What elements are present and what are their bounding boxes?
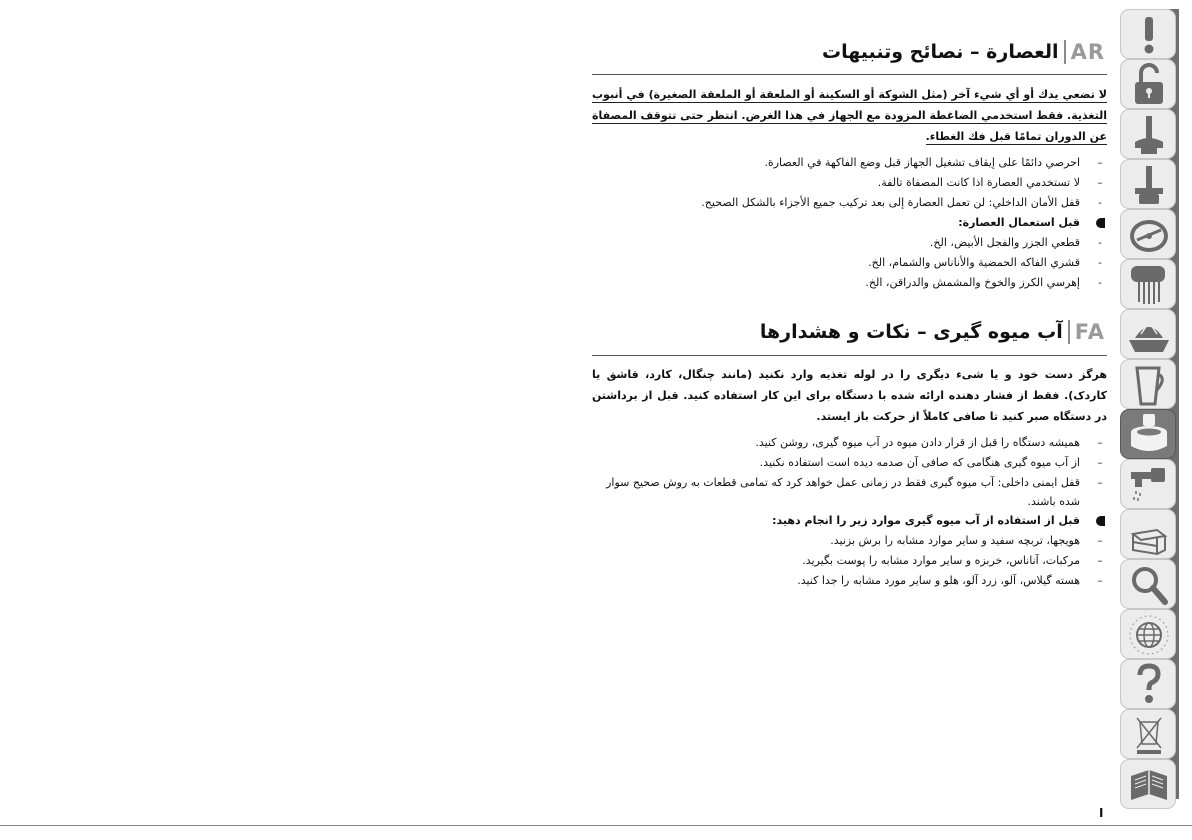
warning-text-ar: لا تضعي يدك أو أي شيء آخر (مثل الشوكة أو السكينة أو الملعقة أو الملعقة الصغيرة) في أنبوب التغذية. فقط استخدمي الضاغطة المزودة مع الجهاز في هذا الغرض. انتظر حتى تتوقف المصفاة عن الدوران تمامًا قبل فك الغطاء. <box>592 88 1107 143</box>
tab-blender-blade[interactable] <box>1120 109 1176 159</box>
dash-marker: - <box>1098 196 1102 209</box>
tab-juicer-active[interactable] <box>1120 409 1176 459</box>
blender-blade-icon <box>1121 110 1177 160</box>
list-item: – هویجها، تربچه سفید و سایر موارد مشابه را برش بزنید. <box>592 531 1107 551</box>
list-item: – همیشه دستگاه را قبل از قرار دادن میوه در آب میوه گیری، روشن کنید. <box>592 433 1107 453</box>
slicing-disc-icon <box>1121 210 1177 260</box>
list-item: – قفل ایمنی داخلی: آب میوه گیری فقط در زمانی عمل خواهد کرد که تمامی قطعات به روش صحیح سوار شده باشند. <box>592 473 1107 511</box>
footer-rule <box>0 825 1192 826</box>
section-rule-fa <box>592 355 1107 356</box>
language-code-ar: AR <box>1070 40 1105 64</box>
dash-marker: – <box>1097 554 1103 567</box>
heading-divider <box>1064 40 1066 64</box>
tab-manual[interactable] <box>1120 759 1176 809</box>
tab-storage[interactable] <box>1120 509 1176 559</box>
exclamation-icon <box>1121 10 1177 60</box>
language-code-fa: FA <box>1074 320 1105 344</box>
unlocked-padlock-icon <box>1121 60 1177 110</box>
list-item: – احرصي دائمًا على إيقاف تشغيل الجهاز قبل وضع الفاكهة في العصارة. <box>592 153 1107 173</box>
tab-warnings[interactable] <box>1120 9 1176 59</box>
recycle-bin-crossed-icon <box>1121 710 1177 760</box>
section-rule-ar <box>592 74 1107 75</box>
tab-kneading-hook[interactable] <box>1120 159 1176 209</box>
tab-troubleshooting[interactable] <box>1120 559 1176 609</box>
manual-book-icon <box>1121 760 1177 810</box>
tips-list-ar <box>592 153 1107 293</box>
dash-marker: – <box>1097 534 1103 547</box>
dash-marker: - <box>1098 276 1102 289</box>
list-item: - قفل الأمان الداخلي: لن تعمل العصارة إلى بعد تركيب جميع الأجزاء بالشكل الصحيح. <box>592 193 1107 213</box>
tab-whisk[interactable] <box>1120 259 1176 309</box>
list-item: - إهرسي الكرز والخوخ والمشمش والدراقن، الخ. <box>592 273 1107 293</box>
list-item: - قطعي الجزر والفجل الأبيض، الخ. <box>592 233 1107 253</box>
tab-jug[interactable] <box>1120 359 1176 409</box>
dash-marker: – <box>1097 574 1103 587</box>
dash-marker: – <box>1097 176 1103 189</box>
dash-marker: – <box>1097 156 1103 169</box>
magnifier-icon <box>1121 560 1177 610</box>
jug-icon <box>1121 360 1177 410</box>
warning-text-fa: هرگز دست خود و یا شیء دیگری را در لوله تغذیه وارد نکنید (مانند چنگال، کارد، قاشق یا کاردک). فقط از فشار دهنده ارائه شده با دستگاه برای این کار استفاده کنید. قبل از برداشتن در دستگاه صبر کنید تا صافی کاملاً از حرکت باز ایستد. <box>592 368 1107 423</box>
whisk-attachment-icon <box>1121 260 1177 310</box>
tab-help[interactable] <box>1120 659 1176 709</box>
list-item: – از آب میوه گیری هنگامی که صافی آن صدمه دیده است استفاده نکنید. <box>592 453 1107 473</box>
tab-safety[interactable] <box>1120 59 1176 109</box>
dash-marker: - <box>1098 256 1102 269</box>
bullet-icon <box>1096 218 1105 228</box>
tips-list-fa <box>592 433 1107 591</box>
tab-citrus-press[interactable] <box>1120 309 1176 359</box>
section-heading-ar <box>822 36 1105 68</box>
storage-box-icon <box>1121 510 1177 560</box>
list-item: – هسته گیلاس، آلو، زرد آلو، هلو و سایر مورد مشابه را جدا کنید. <box>592 571 1107 591</box>
tap-cleaning-icon <box>1121 460 1177 510</box>
tab-guarantee[interactable] <box>1120 609 1176 659</box>
tab-slicing-disc[interactable] <box>1120 209 1176 259</box>
section-title-ar: العصارة – نصائح وتنبيهات <box>822 41 1059 63</box>
dash-marker: – <box>1097 476 1103 489</box>
citrus-press-icon <box>1121 310 1177 360</box>
kneading-hook-icon <box>1121 160 1177 210</box>
question-mark-icon <box>1121 660 1177 710</box>
list-item-heading: قبل استعمال العصارة: <box>592 213 1107 233</box>
bullet-icon <box>1096 516 1105 526</box>
dash-marker: - <box>1098 236 1102 249</box>
tab-cleaning[interactable] <box>1120 459 1176 509</box>
section-title-fa: آب میوه گیری – نکات و هشدارها <box>759 321 1063 343</box>
dash-marker: – <box>1097 456 1103 469</box>
world-guarantee-globe-icon <box>1121 610 1177 660</box>
heading-divider <box>1068 320 1070 344</box>
list-item: – لا تستخدمي العصارة اذا كانت المصفاة تالفة. <box>592 173 1107 193</box>
list-item: - قشري الفاكه الحمضية والأناناس والشمام، الخ. <box>592 253 1107 273</box>
page-content <box>592 0 1107 840</box>
list-item: – مرکبات، آناناس، خربزه و سایر موارد مشابه را پوست بگیرید. <box>592 551 1107 571</box>
page-number: I <box>1099 806 1104 820</box>
tab-environment[interactable] <box>1120 709 1176 759</box>
list-item-heading: قبل از استفاده از آب میوه گیری موارد زیر را انجام دهید: <box>592 511 1107 531</box>
dash-marker: – <box>1097 436 1103 449</box>
juicer-icon <box>1121 410 1177 460</box>
section-heading-fa <box>760 316 1105 348</box>
